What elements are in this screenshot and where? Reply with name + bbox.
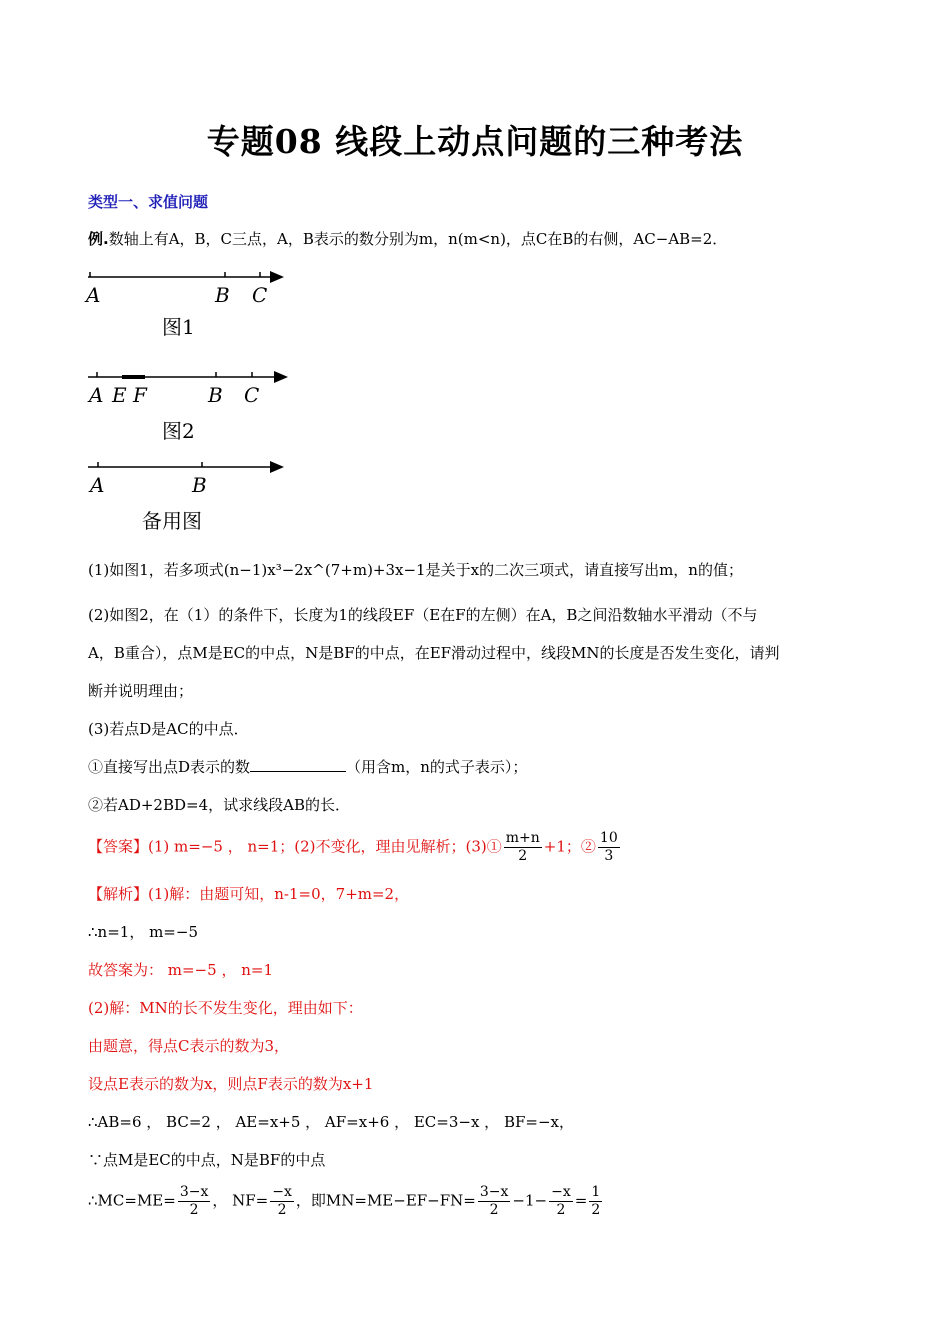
analysis-f2-num: −x <box>272 1184 292 1200</box>
page-title: 专题08 线段上动点问题的三种考法 <box>206 122 744 161</box>
analysis-line-1 <box>88 884 409 904</box>
answer-text-b: +1；② <box>543 837 596 856</box>
figure-2 <box>84 366 304 446</box>
question-3: (3)若点D是AC的中点． <box>88 720 249 738</box>
analysis-line-4: (2)解：MN的长不发生变化，理由如下： <box>88 999 363 1017</box>
section-heading: 类型一、求值问题 <box>88 193 209 211</box>
question-1: (1)如图1，若多项式(n−1)x³−2x^(7+m)+3x−1是关于x的二次三项式，请直接写出m，n的值； <box>88 561 743 579</box>
fig2-label-f: F <box>133 383 147 407</box>
analysis-l9e: = <box>574 1191 588 1210</box>
fig3-caption: 备用图 <box>142 509 202 533</box>
fig3-label-a: A <box>90 473 105 497</box>
analysis-f5-num: 1 <box>591 1184 601 1200</box>
analysis-f3-den: 2 <box>489 1202 499 1218</box>
answer-fraction-2 <box>598 830 620 865</box>
analysis-f1-den: 2 <box>189 1202 199 1218</box>
analysis-l9c: ，即MN=ME−EF−FN= <box>295 1191 476 1210</box>
analysis-line-2: ∴n=1， m=−5 <box>88 923 198 941</box>
analysis-tag: 【解析】 <box>88 885 149 903</box>
fig3-label-b: B <box>192 473 207 497</box>
fig2-label-b: B <box>208 383 223 407</box>
analysis-line-8: ∵点M是EC的中点，N是BF的中点 <box>88 1151 326 1169</box>
analysis-line-3: 故答案为： m=−5 ， n=1 <box>88 961 273 979</box>
question-2-line-3: 断并说明理由； <box>88 682 194 700</box>
analysis-f4-num: −x <box>551 1184 571 1200</box>
analysis-l9b: ， NF= <box>212 1191 269 1210</box>
analysis-fraction-3 <box>478 1184 511 1219</box>
answer-frac1-num: m+n <box>505 830 540 846</box>
analysis-l9a: ∴MC=ME= <box>88 1191 176 1210</box>
q3-1-text-b: （用含m，n的式子表示）； <box>346 758 528 776</box>
answer-frac2-den: 3 <box>604 848 614 864</box>
analysis-l9d: −1− <box>512 1191 548 1210</box>
analysis-f2-den: 2 <box>277 1202 287 1218</box>
analysis-line-6: 设点E表示的数为x，则点F表示的数为x+1 <box>88 1075 374 1093</box>
fig2-label-a: A <box>89 383 104 407</box>
analysis-f3-num: 3−x <box>479 1184 509 1200</box>
analysis-fraction-4 <box>549 1184 573 1219</box>
figure-1 <box>84 266 304 346</box>
answer-blank <box>250 757 346 772</box>
answer-fraction-1 <box>504 830 542 865</box>
answer-frac2-num: 10 <box>599 830 618 846</box>
analysis-f1-num: 3−x <box>179 1184 209 1200</box>
question-3-part-1 <box>88 757 527 777</box>
analysis-line-5: 由题意，得点C表示的数为3， <box>88 1037 290 1055</box>
question-2-line-2: A，B重合），点M是EC的中点，N是BF的中点，在EF滑动过程中，线段MN的长度是否发生变化，请判 <box>88 644 780 662</box>
analysis-fraction-2 <box>270 1184 294 1219</box>
fig1-label-c: C <box>252 283 268 307</box>
answer-tag: 【答案】 <box>88 837 149 856</box>
analysis-line-9 <box>88 1184 604 1219</box>
fig1-caption: 图1 <box>162 315 195 339</box>
figure-backup <box>84 456 304 536</box>
question-2-line-1: (2)如图2，在（1）的条件下，长度为1的线段EF（E在F的左侧）在A，B之间沿数轴水平滑动（不与 <box>88 606 758 624</box>
example-text: 数轴上有A，B，C三点，A，B表示的数分别为m，n(m<n)，点C在B的右侧，AC−AB=2． <box>108 230 728 248</box>
analysis-f4-den: 2 <box>556 1202 566 1218</box>
answer-line <box>88 830 622 865</box>
q3-1-text-a: ①直接写出点D表示的数 <box>88 758 251 776</box>
fig1-label-a: A <box>86 283 101 307</box>
analysis-line-7: ∴AB=6 ， BC=2 ， AE=x+5 ， AF=x+6 ， EC=3−x ， BF=−x， <box>88 1113 574 1131</box>
fig2-label-c: C <box>244 383 260 407</box>
example-prefix: 例. <box>88 230 109 248</box>
analysis-fraction-5 <box>589 1184 602 1219</box>
analysis-f5-den: 2 <box>591 1202 601 1218</box>
example-statement <box>88 229 727 249</box>
fig2-label-e: E <box>112 383 127 407</box>
fig2-caption: 图2 <box>162 419 195 443</box>
answer-frac1-den: 2 <box>518 848 528 864</box>
question-3-part-2: ②若AD+2BD=4，试求线段AB的长． <box>88 796 350 814</box>
analysis-fraction-1 <box>178 1184 211 1219</box>
fig1-label-b: B <box>215 283 230 307</box>
analysis-l1: (1)解：由题可知，n-1=0，7+m=2， <box>148 885 410 903</box>
answer-text-a: (1) m=−5 ， n=1；(2)不变化，理由见解析；(3)① <box>148 837 502 856</box>
